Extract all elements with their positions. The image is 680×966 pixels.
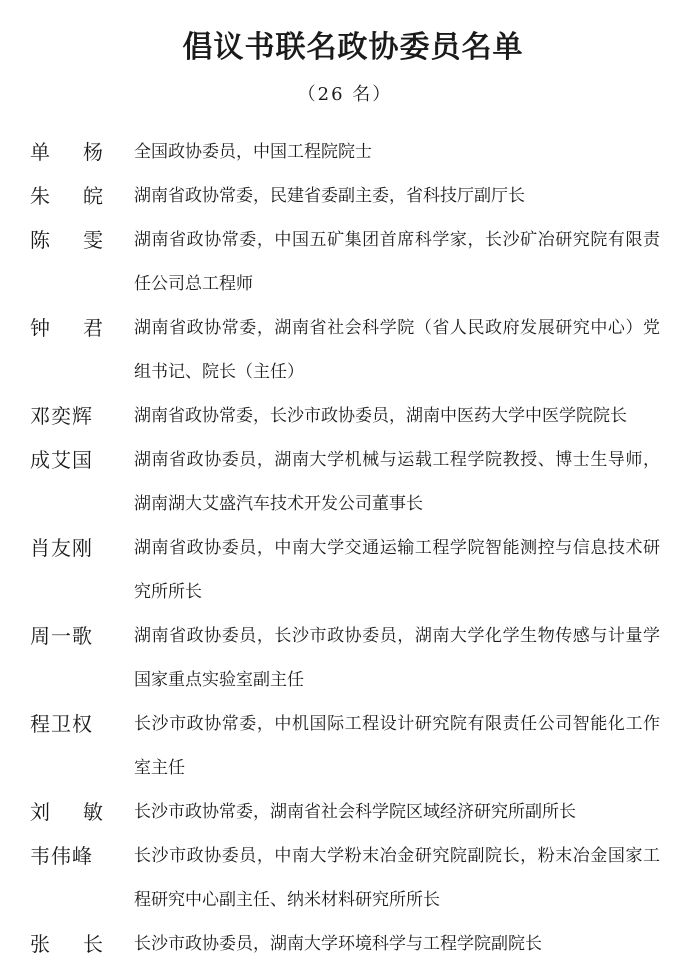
document-title: 倡议书联名政协委员名单: [182, 30, 524, 65]
member-name: 钟君: [30, 316, 136, 340]
member-name: 陈雯: [30, 228, 136, 252]
member-name: 成艾国: [30, 448, 93, 472]
member-name: 肖友刚: [30, 536, 93, 560]
list-item: [30, 394, 660, 438]
member-list: [30, 130, 660, 966]
member-name: 程卫权: [30, 712, 93, 736]
member-title: 长沙市政协常委，中机国际工程设计研究院有限责任公司智能化工作室主任: [134, 714, 660, 778]
member-name: 邓奕辉: [30, 404, 93, 428]
list-item: [30, 130, 660, 174]
list-item: [30, 614, 660, 702]
list-item: [30, 526, 660, 614]
list-item: [30, 306, 660, 394]
member-name: 刘敏: [30, 800, 136, 824]
member-title: 湖南省政协常委，民建省委副主委，省科技厅副厅长: [134, 186, 525, 206]
member-name: 韦伟峰: [30, 844, 93, 868]
member-title: 湖南省政协常委，中国五矿集团首席科学家，长沙矿冶研究院有限责任公司总工程师: [134, 230, 660, 294]
list-item: [30, 174, 660, 218]
member-title: 湖南省政协委员，长沙市政协委员，湖南大学化学生物传感与计量学国家重点实验室副主任: [134, 626, 660, 690]
list-item: [30, 218, 660, 306]
list-item: [30, 790, 660, 834]
member-title: 湖南省政协常委，长沙市政协委员，湖南中医药大学中医学院院长: [134, 406, 627, 426]
member-name: 朱皖: [30, 184, 136, 208]
member-title: 湖南省政协委员，中南大学交通运输工程学院智能测控与信息技术研究所所长: [134, 538, 660, 602]
member-name: 单杨: [30, 140, 136, 164]
list-item: [30, 702, 660, 790]
list-item: [30, 922, 660, 966]
member-title: 湖南省政协委员，湖南大学机械与运载工程学院教授、博士生导师，湖南湖大艾盛汽车技术开发公司董事长: [134, 450, 660, 514]
member-title: 长沙市政协委员，中南大学粉末冶金研究院副院长，粉末冶金国家工程研究中心副主任、纳米材料研究所所长: [134, 846, 660, 910]
member-title: 湖南省政协常委，湖南省社会科学院（省人民政府发展研究中心）党组书记、院长（主任）: [134, 318, 660, 382]
member-title: 长沙市政协委员，湖南大学环境科学与工程学院副院长: [134, 934, 542, 954]
list-item: [30, 438, 660, 526]
member-name: 周一歌: [30, 624, 93, 648]
member-name: 张长: [30, 932, 136, 956]
member-title: 全国政协委员，中国工程院院士: [134, 142, 372, 162]
list-item: [30, 834, 660, 922]
member-title: 长沙市政协常委，湖南省社会科学院区域经济研究所副所长: [134, 802, 576, 822]
member-count: （26 名）: [297, 84, 393, 105]
